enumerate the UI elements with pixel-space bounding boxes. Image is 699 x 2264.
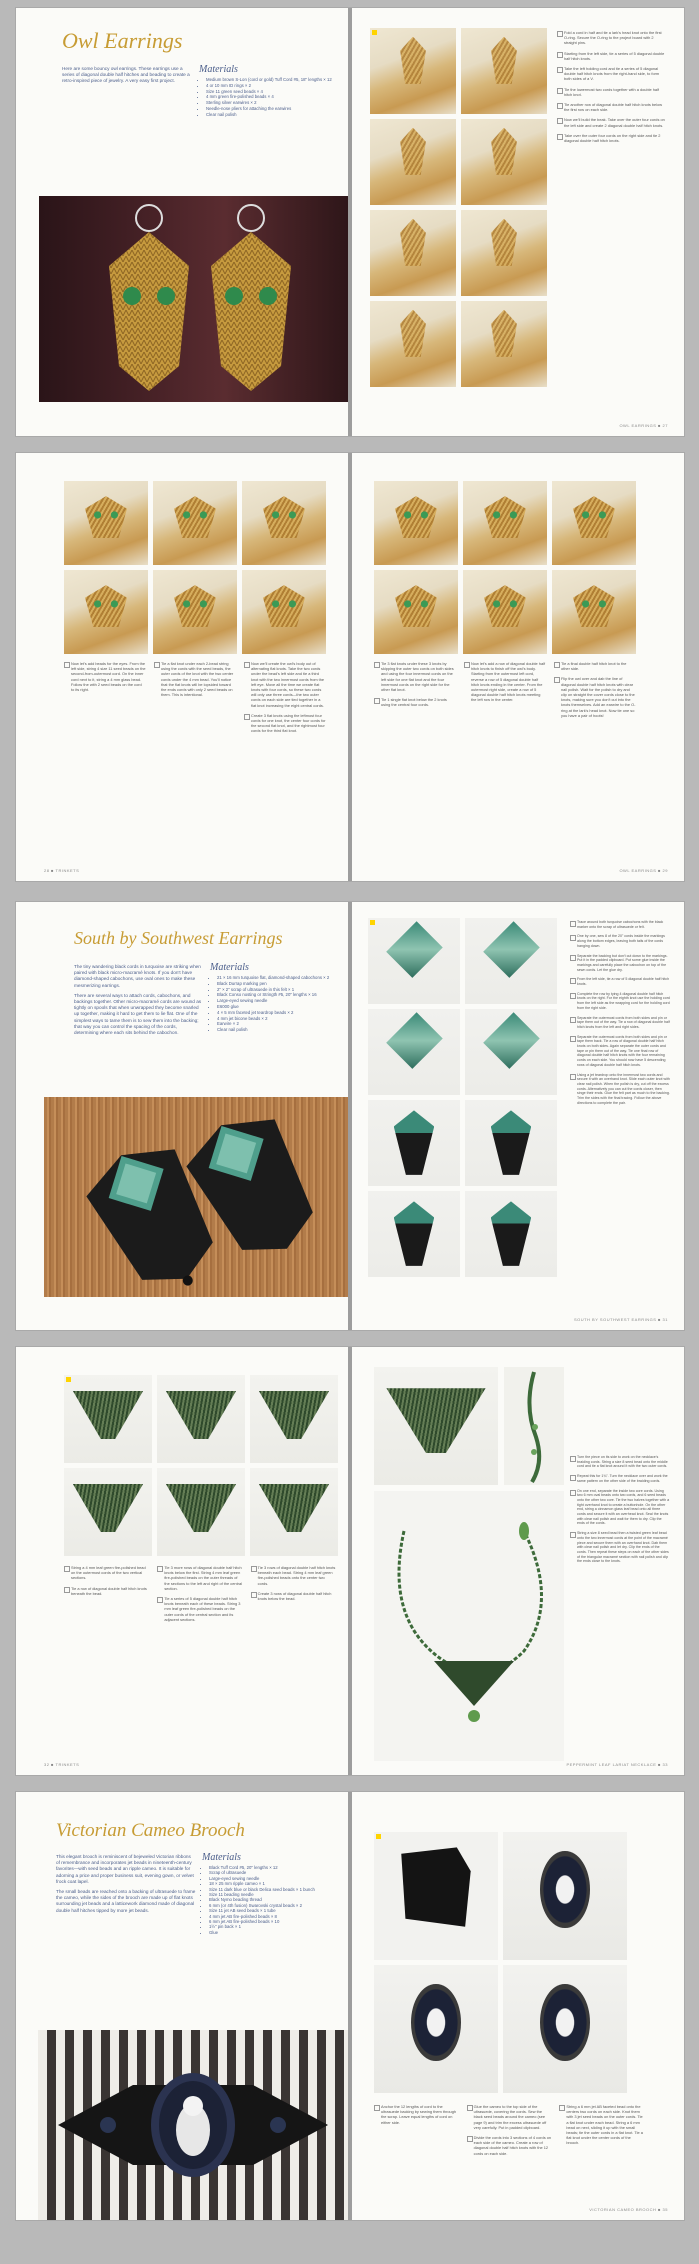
step-text: Now we'll build the beak. Take over the outer four cords on the left side and create 2 diagonal double half hitch knots.	[557, 117, 665, 127]
material-item: • Size 11 jet AB seed beads × 1 tube	[209, 1908, 342, 1913]
owl-earrings-illustration	[39, 196, 348, 402]
material-item: • Sterling silver earwires × 2	[206, 100, 339, 106]
step-text: Tie the lowermost two cords together with a double half hitch knot.	[557, 87, 665, 97]
page-right	[352, 1347, 684, 1775]
page-left	[16, 1347, 348, 1775]
step-column	[464, 661, 546, 723]
step-photo	[250, 1468, 338, 1556]
material-item: • 4 mm jet AB fire-polished beads × 8	[209, 1914, 342, 1919]
step-photo	[153, 570, 237, 654]
step-text: Separate the outermost cords from both sides and pin or tape them back. Tie a row of diagonal double half hitch knots on both sides. Again separate the outer cords and tape or pin them out of the way. Tie one final row of diagonal double half hitch knots with the four remaining cords on each side. You should now have 5 descending rows of diagonal double half hitch knots.	[570, 1035, 670, 1068]
material-item: • Black Nymo beading thread	[209, 1897, 342, 1902]
material-item: • Needle-nose pliers for attaching the earwires	[206, 106, 339, 112]
step-column	[559, 2104, 644, 2161]
step-text: Tie a series of 5 diagonal double half hitch knots beneath each of these beads. String 3 mm leaf green fire-polished beads on the outer cords of the central section and its adjacent sections.	[157, 1596, 242, 1622]
page-footer: VICTORIAN CAMEO BROOCH ■ 35	[589, 2207, 668, 2212]
turquoise-earrings-illustration	[44, 1097, 348, 1297]
material-item: • Large-eyed sewing needle	[217, 998, 340, 1004]
page-title: Owl Earrings	[62, 28, 183, 53]
step-photo	[465, 918, 557, 1004]
step-photo	[503, 1832, 627, 1960]
material-item: • 18 × 25 mm ripple cameo × 1	[209, 1881, 342, 1886]
step-column	[64, 661, 146, 739]
step-photo	[370, 210, 456, 296]
step-photo-grid	[374, 481, 636, 654]
step-text: Tie a final double half hitch knot to the other side.	[554, 661, 636, 671]
material-item: • Large-eyed sewing needle	[209, 1876, 342, 1881]
step-text: Create 3 flat knots using the leftmost four cords for one knot, the center four cords for the second flat knot, and the rightmost four cords for the third flat knot.	[244, 713, 326, 734]
step-text: Take the left holding cord and tie a series of 5 diagonal double half hitch knots from the right-hand side, to form both sides of a V.	[557, 66, 665, 82]
step-text: String a 6 mm jet AB faceted bead onto the centers two cords on each side. Knot them with 3 jet seed beads on the outer cords. Tie a flat knot under each bead. String a 6 mm bead on next, sliding it up with the small beads; tie the outer cords in a flat knot. Tie a flat knot under the center cords of the brooch.	[559, 2104, 644, 2146]
step-photo	[465, 1100, 557, 1186]
intro-text	[62, 66, 192, 89]
step-column	[244, 661, 326, 739]
page-footer: OWL EARRINGS ■ 29	[619, 868, 668, 873]
step-photo	[368, 918, 460, 1004]
material-item: • 4 mm green fire-polished beads × 4	[206, 94, 339, 100]
step-instructions	[374, 2104, 644, 2161]
step-photo	[374, 481, 458, 565]
step-column	[157, 1565, 242, 1627]
step-instructions	[557, 30, 665, 148]
step-text: Repeat this for 1¾". Turn the necklace over and work the same pattern on the other side of the braiding cords.	[570, 1474, 670, 1483]
material-item: • Black Tuff Cord #5, 20" lengths × 12	[209, 1865, 342, 1870]
cameo-brooch-photo	[38, 2030, 348, 2220]
spread-owl-earrings	[16, 8, 684, 436]
step-text: Divide the cords into 3 sections of 4 cords on each side of the cameo. Create a row of diagonal double half hitch knots with the 12 cords on each side.	[467, 2135, 552, 2156]
step-photo-grid	[64, 1375, 338, 1556]
page-footer: OWL EARRINGS ■ 27	[619, 423, 668, 428]
step-photo	[552, 570, 636, 654]
step-photo	[461, 210, 547, 296]
page-left	[16, 453, 348, 881]
step-photo	[374, 1367, 498, 1485]
step-text: Tie 3 flat knots under these 3 knots by skipping the outer two cords on both sides and using the four innermost cords on the left side for one flat knot and the four innermost cords on the right side for the other flat knot.	[374, 661, 456, 692]
step-text: Fold a cord in half and tie a lark's head knot onto the first O-ring. Secure the O-ring to the project board with 2 straight pins.	[557, 30, 665, 46]
materials-list	[199, 64, 339, 118]
intro-paragraph: This elegant brooch is reminiscent of bejeweled Victorian ribbons of remembrance and incorporates jet beads in nineteenth-century favorites—with seed beads and an ripple cameo. It is suitable for adorning a price and proper business suit, evening gown, or velvet frock coat lapel.	[56, 1854, 194, 1884]
material-item: • E6000 glue	[217, 1004, 340, 1010]
step-text: String a 4 mm leaf green fire-polished bead on the outermost cords of the two vertical sections.	[64, 1565, 149, 1581]
page-right	[352, 453, 684, 881]
step-photo	[64, 1468, 152, 1556]
step-instructions	[64, 1565, 336, 1627]
step-photo	[461, 119, 547, 205]
material-item: • 6 mm (or 4th fusion) Swarovski crystal beads × 2	[209, 1903, 342, 1908]
step-text: Glue the cameo to the top side of the ultrasuede, covering the cords. Sew the black seed beads around the cameo (see page 9) and trim the excess ultrasuede off very carefully. Put in padded clipboard.	[467, 2104, 552, 2130]
spread-victorian-cameo-brooch	[16, 1792, 684, 2220]
step-text: Tie 3 more rows of diagonal double half hitch knots below the first. String 4 mm leaf green fire-polished beads on the outer threads of the sections to the left and right of the central section.	[157, 1565, 242, 1591]
material-item: • Black Conso nosting or Stringth #5, 20" lengths × 16	[217, 992, 340, 998]
material-item: • Medium brown S-Lon (cord or gold) Tuff Cord #5, 18" lengths × 12	[206, 77, 339, 83]
intro-paragraph: The small beads are reached onto a backing of ultrasuede to frame the cameo, while the sides of the brooch are made up of flat knots surrounding jet beads and a latticework diamond made of diagonal double half hitches tipped by more jet beads.	[56, 1889, 196, 1913]
step-photo	[461, 301, 547, 387]
materials-heading: Materials	[210, 962, 249, 973]
step-column	[64, 1565, 149, 1627]
step-photo	[374, 570, 458, 654]
step-photo	[64, 570, 148, 654]
step-column	[554, 661, 636, 723]
step-column	[251, 1565, 336, 1627]
step-photo-grid	[374, 1832, 627, 2093]
step-text: Create 3 rows of diagonal double half hitch knots below the bead.	[251, 1591, 336, 1601]
step-text: Complete the row by tying 4 diagonal double half hitch knots on the right. For the eighth knot use the holding cord from the left side as the wrapping cord for the holding cord from the right side.	[570, 992, 670, 1011]
material-item: • Clear nail polish	[206, 112, 339, 118]
intro-text	[74, 964, 202, 1040]
cameo-brooch-illustration	[38, 2030, 348, 2220]
step-text: On one end, separate the inside two core cords. Using two 6 mm oval beads onto two cords, and 6 seed beads onto the other two core. Tie the two halves together with a tight overhand knot to create a buttonhole. On the other end, string a cinnamon glass leaf bead onto all three cords and secure it with an overhead knot. Seal the knots with clear nail polish and wait for them to dry. Clip the ends of the cords.	[570, 1489, 670, 1527]
material-item: • 4 × 5 mm faceted jet teardrop beads × 2	[217, 1010, 340, 1016]
page-right	[352, 8, 684, 436]
step-photo	[370, 119, 456, 205]
lariat-necklace-illustration	[374, 1491, 564, 1761]
lariat-necklace-photo	[374, 1491, 564, 1761]
page-footer: PEPPERMINT LEAF LARIAT NECKLACE ■ 33	[566, 1762, 668, 1767]
step-photo	[374, 1832, 498, 1960]
owl-earrings-photo	[39, 196, 348, 402]
step-text: Starting from the left side, tie a series of 5 diagonal double half hitch knots.	[557, 51, 665, 61]
step-text: Now we'll create the owl's body out of alternating flat knots. Take the two cords under the bead's left side and tie a third knot with the two innermost cords from the left eye. Move all the time we create flat knots with four cords, so these two cords will only use three cords—the two outer cords on each side are tied together in a flat knot increasing the eight central cords.	[244, 661, 326, 708]
step-photo	[242, 481, 326, 565]
step-photo	[157, 1375, 245, 1463]
page-right	[352, 1792, 684, 2220]
step-text: One by one, sew 8 of the 20" cords inside the markings along the bottom edges, leaving both tails of the cords hanging down.	[570, 934, 670, 948]
material-item: • 6 mm jet AB fire-polished beads × 10	[209, 1919, 342, 1924]
step-text: String a size 8 seed bead then a twisted green leaf bead onto the two innermost cords at the point of the macramé piece and secure them with an overhand knot. Dab them with clear nail polish and let dry. Clip the ends of the cords. Then repeat these steps on each of the other sides of the triangular macramé section with nail polish and clip the ends close to the knots.	[570, 1531, 670, 1564]
step-text: Tie 3 rows of diagonal double half hitch knots beneath each bead. String 4 mm leaf green fire-polished beads onto the center two cords.	[251, 1565, 336, 1586]
page-left	[16, 902, 348, 1330]
step-text: Flip the owl over and dab the line of diagonal double half hitch knots with clear nail polish. Wait for the polish to dry and clip on straight the cover cords close to the knots, making sure you don't cut into the knots themselves. Add an earwire to the O-ring at the lark's head knot. Now tie one so you have a pair of hoots!	[554, 676, 636, 718]
step-photo	[552, 481, 636, 565]
material-item: • Size 11 green seed beads × 4	[206, 89, 339, 95]
step-photo-grid	[368, 918, 557, 1277]
step-text: Separate the backing but don't cut down to the markings. Put it in the padded clipboard. Put some glue inside the markings and carefully place the cabochon on top of the sewn cords. Let the glue dry.	[570, 954, 670, 973]
step-text: From the left side, tie a row of 5 diagonal double half hitch knots.	[570, 977, 670, 986]
step-photo	[503, 1965, 627, 2093]
step-text: Anchor the 12 lengths of cord to the ultrasuede backing by sewing them through the scrap. Leave equal lengths of cord on either side.	[374, 2104, 459, 2125]
material-item: • Size 11 dark blue or black Delica seed beads × 1 bunch	[209, 1887, 342, 1892]
page-footer: 32 ■ TRINKETS	[44, 1762, 80, 1767]
materials-heading: Materials	[202, 1852, 241, 1863]
material-item: • Earwire × 2	[217, 1021, 340, 1027]
intro-paragraph: There are several ways to attach cords, cabochons, and backings together. Other micro-macramé cords are wound as tightly on spools that when unwrapped they become snarled up together, making it hard to get them to lie flat. One of the simplest ways to tame them is to sew them into the backing; that way you can control the spacing of the cords, determining where each sits behind the cabochon.	[74, 992, 202, 1036]
turquoise-earrings-photo	[44, 1097, 348, 1297]
step-text: Separate the outermost cords from both sides and pin or tape them out of the way. Tie a row of diagonal double half hitch knots from the left and right sides.	[570, 1016, 670, 1030]
step-photo	[64, 481, 148, 565]
step-column	[374, 661, 456, 723]
materials-heading: Materials	[199, 64, 238, 75]
material-item: • 2" × 2" scrap of ultrasuede in this felt × 1	[217, 987, 340, 993]
step-instructions	[64, 661, 326, 739]
material-item: • Black Durrap marking pen	[217, 981, 340, 987]
spread-lariat-necklace	[16, 1347, 684, 1775]
step-text: Trace around both turquoise cabochons with the black marker onto the scrap of ultrasuede or felt.	[570, 920, 670, 929]
material-item: • 1½" pin back × 1	[209, 1924, 342, 1929]
step-photo	[463, 570, 547, 654]
page-right	[352, 902, 684, 1330]
step-text: Tie 1 single flat knot below the 2 knots using the central four cords.	[374, 697, 456, 707]
step-text: Now let's add beads for the eyes. From the left side, string 4 size 11 seed beads on the second-from-outermost cord. On the inner cord next to it, string a 4 mm glass bead. Follow the with 2 seed beads on the cord to its right.	[64, 661, 146, 692]
page-left	[16, 8, 348, 436]
braided-cord-illustration	[504, 1367, 564, 1485]
step-photo	[504, 1367, 564, 1485]
intro-text	[56, 1854, 196, 1918]
spread-south-by-southwest	[16, 902, 684, 1330]
intro-paragraph: The tiny wandering black cords in turquoise are striking when paired with black micro-macramé knots. If you don't have diamond-shaped cabochons, use oval ones to make these mesmerizing earrings.	[74, 964, 201, 988]
material-item: • Scrap of ultrasuede	[209, 1870, 342, 1875]
step-photo-grid	[370, 28, 547, 387]
step-photo	[368, 1100, 460, 1186]
step-text: Tie another row of diagonal double half hitch knots below the first row on each side.	[557, 102, 665, 112]
step-photo-grid	[64, 481, 326, 654]
step-photo	[368, 1009, 460, 1095]
step-text: Turn the piece on its side to work on the necklace's braiding cords. String a size 8 seed bead onto the middle cord and tie a flat knot around it with the two outer cords.	[570, 1455, 670, 1469]
materials-list	[202, 1852, 342, 1935]
step-photo	[370, 301, 456, 387]
page-title: South by Southwest Earrings	[74, 928, 283, 948]
step-column	[467, 2104, 552, 2161]
step-photo	[465, 1009, 557, 1095]
step-photo	[370, 28, 456, 114]
step-text: Using a jet teardrop onto the innermost two cords and secure it with an overhand knot. Slide each outer knot with clear nail polish. When the polish is dry, cut off the excess cords. Alternatively you can cut the cords closer, then singe their ends. Glue the felt part as much to the backing. Trim the sides with the final tracing. Follow the above directions to complete the pair.	[570, 1073, 670, 1106]
step-instructions	[570, 1455, 670, 1569]
step-column	[154, 661, 236, 739]
step-photo	[250, 1375, 338, 1463]
step-photo	[461, 28, 547, 114]
step-text: Tie a flat knot under each 2-bead string using the cords with the seed beads, the outer cords of the knot with the two center cords under the 4 mm bead. You'll notice that the flat knots will be lopsided toward the ends cords with only 2 seed beads on them. This is intentional.	[154, 661, 236, 697]
step-photo	[465, 1191, 557, 1277]
step-photo	[153, 481, 237, 565]
step-photo	[157, 1468, 245, 1556]
page-footer: SOUTH BY SOUTHWEST EARRINGS ■ 31	[573, 1317, 668, 1322]
ultrasuede-scrap	[401, 1847, 470, 1926]
spread-owl-steps	[16, 453, 684, 881]
step-text: Tie a row of diagonal double half hitch knots beneath the bead.	[64, 1586, 149, 1596]
step-instructions	[374, 661, 636, 723]
step-photo	[374, 1965, 498, 2093]
intro-paragraph: Here are some bouncy owl earrings. These earrings use a series of diagonal double half hitches and beading to create a retro-inspired piece of jewelry. A very easy first project.	[62, 66, 190, 84]
material-item: • 4 or 10 mm ID rings × 2	[206, 83, 339, 89]
step-photo	[242, 570, 326, 654]
step-instructions	[570, 920, 670, 1111]
step-text: Take over the outer four cords on the right side and tie 2 diagonal double half hitch knots.	[557, 133, 665, 143]
material-item: • 21 × 16 mm turquoise flat, diamond-shaped cabochons × 2	[217, 975, 340, 981]
step-photo	[64, 1375, 152, 1463]
step-column	[374, 2104, 459, 2161]
material-item: • Clear nail polish	[217, 1027, 340, 1033]
step-photo	[368, 1191, 460, 1277]
step-photo	[463, 481, 547, 565]
page-left	[16, 1792, 348, 2220]
materials-list	[210, 962, 340, 1033]
page-footer: 28 ■ TRINKETS	[44, 868, 80, 873]
page-title: Victorian Cameo Brooch	[56, 1820, 245, 1841]
material-item: • Size 11 beading needle	[209, 1892, 342, 1897]
material-item: • Glue	[209, 1930, 342, 1935]
step-text: Now let's add a row of diagonal double half hitch knots to finish off the owl's body. Starting from the outermost left cord, reverse a row of 5 diagonal double half hitch knots ending in the center. From the outermost right side, create a row of 5 diagonal double half hitch knots meeting the left row in the center.	[464, 661, 546, 703]
material-item: • 4 mm jet bicone beads × 2	[217, 1016, 340, 1022]
